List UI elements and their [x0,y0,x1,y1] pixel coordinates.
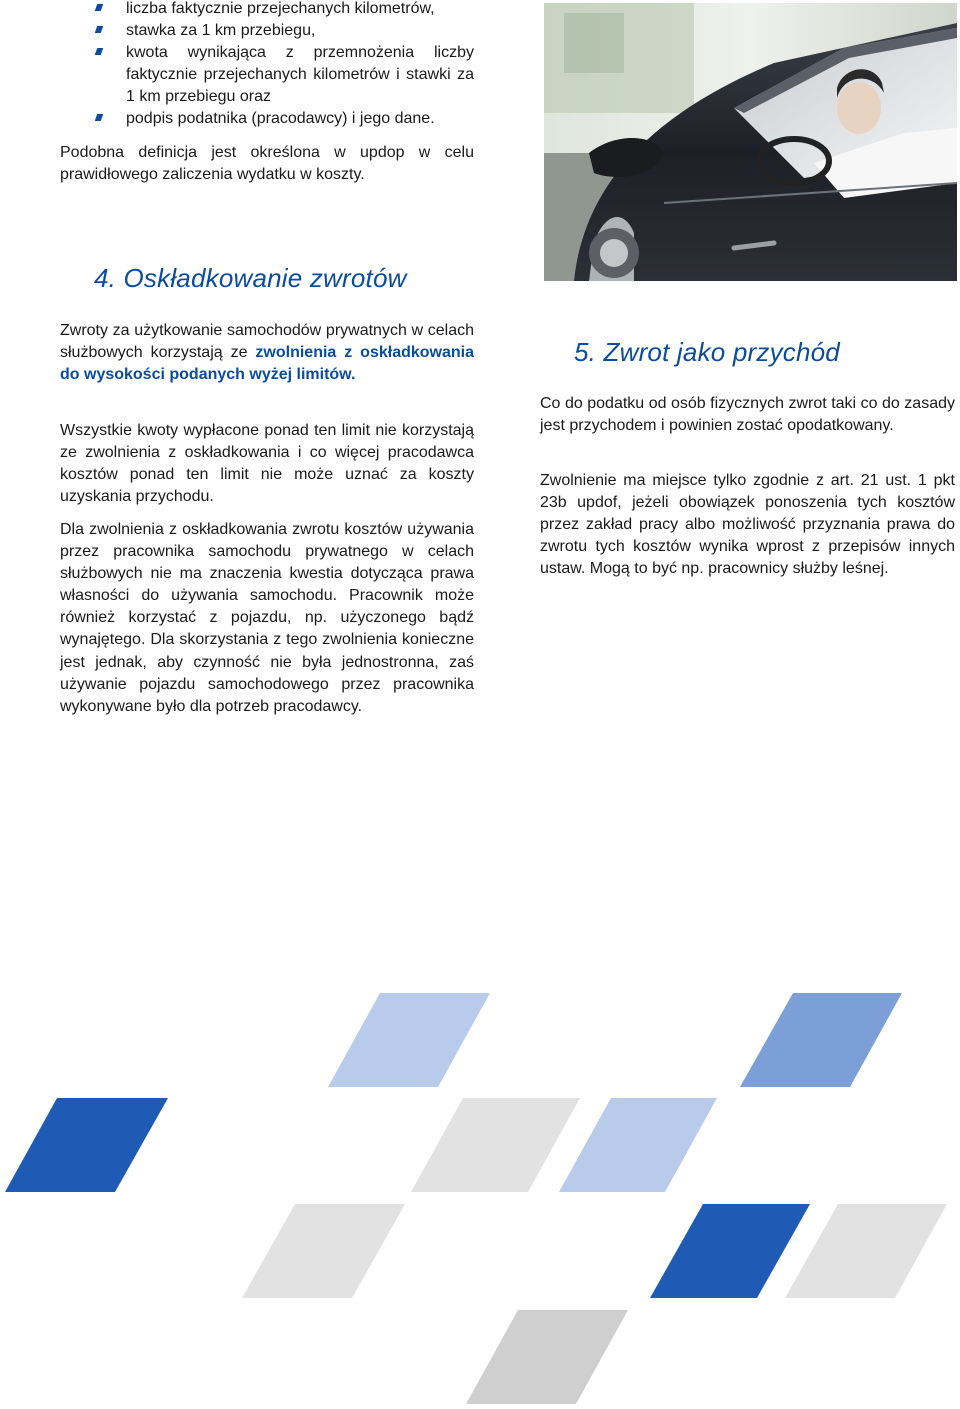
section-5-heading: 5. Zwrot jako przychód [574,337,840,367]
section-4-paragraph-1: Zwroty za użytkowanie samochodów prywatnych w celach służbowych korzystają ze zwolnienia z oskładkowania do wysokości podanych wyżej limitów. [60,322,474,384]
section-5-paragraph-1: Co do podatku od osób fizycznych zwrot taki co do zasady jest przychodem i powinien zostać opodatkowany. [540,395,955,435]
deco-shape [411,1098,580,1192]
deco-shape [328,993,490,1087]
section-4-heading: 4. Oskładkowanie zwrotów [94,263,407,293]
emphasis-text: zwolnienia z oskładkowania do wysokości podanych wyżej limitów [60,344,474,384]
list-item: liczba faktycznie przejechanych kilometrów, [60,0,474,20]
intro-paragraph: Podobna definicja jest określona w updop w celu prawidłowego zaliczenia wydatku w koszty. [60,144,474,184]
section-5-paragraph-2: Zwolnienie ma miejsce tylko zgodnie z art. 21 ust. 1 pkt 23b updof, jeżeli obowiązek ponoszenia tych kosztów przez zakład pracy albo możliwość przyznania prawa do zwrotu tych kosztów wynika wprost z przepisów innych ustaw. Mogą to być np. pracownicy służby leśnej. [540,472,955,578]
deco-shape [740,993,902,1087]
deco-shape [650,1204,810,1298]
list-item: podpis podatnika (pracodawcy) i jego dane. [60,108,474,130]
deco-shape [559,1098,717,1192]
list-item: stawka za 1 km przebiegu, [60,20,474,42]
deco-shape [242,1204,405,1298]
section-4-paragraph-3: Dla zwolnienia z oskładkowania zwrotu kosztów używania przez pracownika samochodu prywatnego w celach służbowych nie ma znaczenia kwestia dotycząca prawa własności do używania samochodu. Pracownik może również korzystać z pojazdu, np. użyczonego bądź wynajętego. Dla skorzystania z tego zwolnienia konieczne jest jednak, aby czynność nie była jednostronna, zaś używanie pojazdu samochodowego przez pracownika wykonywane było dla potrzeb pracodawcy. [60,521,474,715]
deco-shape [466,1310,628,1404]
deco-shape [5,1098,168,1192]
deco-shape [785,1204,947,1298]
section-4-paragraph-2: Wszystkie kwoty wypłacone ponad ten limit nie korzystają ze zwolnienia z oskładkowania i co więcej pracodawca kosztów ponad ten limit nie może uznać za koszty uzyskania przychodu. [60,422,474,506]
list-item: kwota wynikająca z przemnożenia liczby faktycznie przejechanych kilometrów i stawki za 1 km przebiegu oraz [60,42,474,108]
